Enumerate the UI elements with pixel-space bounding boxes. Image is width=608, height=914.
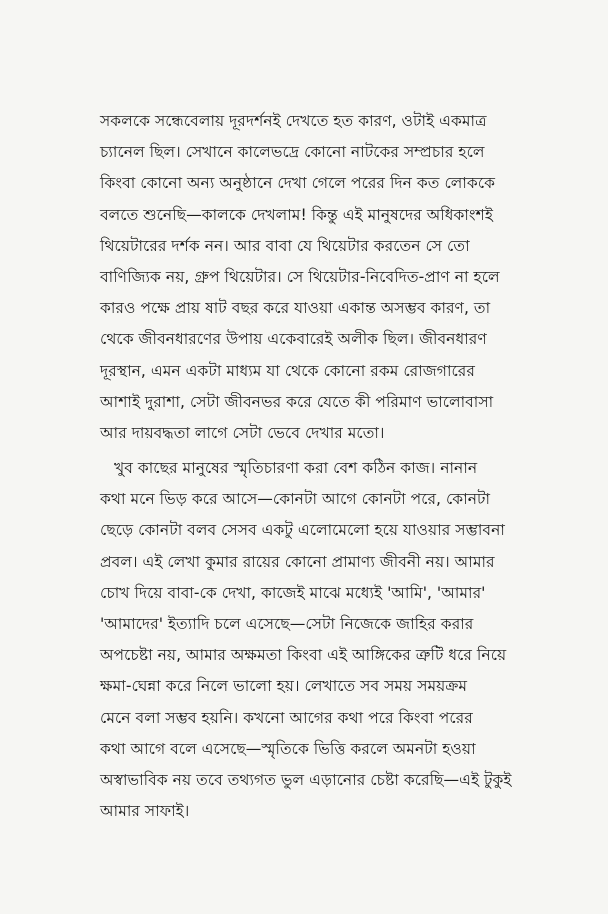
paragraph-1 xyxy=(100,106,512,449)
text-line: আশাই দুরাশা, সেটা জীবনভর করে যেতে কী পরিমাণ ভালোবাসা xyxy=(100,392,494,411)
text-line: অস্বাভাবিক নয় তবে তথ্যগত ভুল এড়ানোর চেষ্টা করেছি—এই টুকুই xyxy=(100,770,512,789)
text-line: কারও পক্ষে প্রায় ষাট বছর করে যাওয়া একান্ত অসম্ভব কারণ, তা xyxy=(100,299,491,318)
text-line: দূরস্থান, এমন একটা মাধ্যম যা থেকে কোনো রকম রোজগারের xyxy=(100,361,475,380)
text-line: আর দায়বদ্ধতা লাগে সেটা ভেবে দেখার মতো। xyxy=(100,423,385,442)
text-line: বলতে শুনেছি—কালকে দেখলাম! কিন্তু এই মানুষদের অধিকাংশই xyxy=(100,205,493,224)
body-text xyxy=(100,106,512,827)
text-line: 'আমাদের' ইত্যাদি চলে এসেছে—সেটা নিজেকে জাহির করার xyxy=(100,615,474,633)
paragraph-2 xyxy=(100,453,512,827)
text-line: চোখ দিয়ে বাবা-কে দেখা, কাজেই মাঝে মধ্যেই 'আমি', 'আমার' xyxy=(100,583,486,602)
text-line: কথা মনে ভিড় করে আসে—কোনটা আগে কোনটা পরে, কোনটা xyxy=(100,490,491,509)
text-line: মেনে বলা সম্ভব হয়নি। কখনো আগের কথা পরে কিংবা পরের xyxy=(100,708,473,727)
text-line: থিয়েটারের দর্শক নন। আর বাবা যে থিয়েটার করতেন সে তো xyxy=(100,236,470,255)
text-line: ক্ষমা-ঘেন্না করে নিলে ভালো হয়। লেখাতে সব সময় সময়ক্রম xyxy=(100,677,468,696)
text-line: অপচেষ্টা নয়, আমার অক্ষমতা কিংবা এই আঙ্গিকের ত্রুটি ধরে নিয়ে xyxy=(100,646,507,665)
text-line: সকলকে সন্ধেবেলায় দূরদর্শনই দেখতে হত কারণ, ওটাই একমাত্র xyxy=(100,112,487,130)
text-line: চ্যানেল ছিল। সেখানে কালেভদ্রে কোনো নাটকের সম্প্রচার হলে xyxy=(100,143,485,162)
text-line: প্রবল। এই লেখা কুমার রায়ের কোনো প্রামাণ্য জীবনী নয়। আমার xyxy=(100,552,495,571)
text-line: কথা আগে বলে এসেছে—স্মৃতিকে ভিত্তি করলে অমনটা হওয়া xyxy=(100,739,476,758)
text-line: কিংবা কোনো অন্য অনুষ্ঠানে দেখা গেলে পরের দিন কত লোককে xyxy=(100,174,495,193)
text-line: আমার সাফাই। xyxy=(100,802,190,821)
text-line: ছেড়ে কোনটা বলব সেসব একটু এলোমেলো হয়ে যাওয়ার সম্ভাবনা xyxy=(100,521,505,540)
text-line: বাণিজ্যিক নয়, গ্রুপ থিয়েটার। সে থিয়েটার-নিবেদিত-প্রাণ না হলে xyxy=(100,267,500,286)
text-line: খুব কাছের মানুষের স্মৃতিচারণা করা বেশ কঠিন কাজ। নানান xyxy=(114,459,478,478)
text-line: থেকে জীবনধারণের উপায় একেবারেই অলীক ছিল। জীবনধারণ xyxy=(100,330,487,349)
